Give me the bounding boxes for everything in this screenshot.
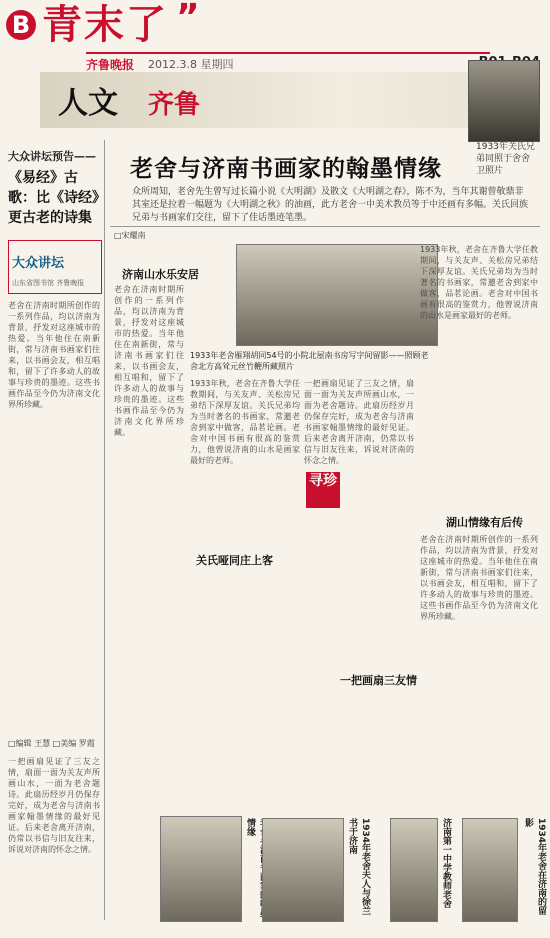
bottom-caption-3: 济南第一中学教师老舍 [441, 818, 451, 908]
masthead-rule [86, 52, 490, 54]
section-name-suffix: 齐鲁 [148, 90, 201, 120]
article-intro: 众所周知，老舍先生曾写过长篇小说《大明湖》及散文《大明湖之春》，陈不为，当年其谢曾敬鼎非其室还是拉着一幅题为《大明湖之秋》的油画，此方老舍一中美术教员等于中还画有多幅。关氏回族兄弟与书画家们交往，留下了佳话墨迹笔墨。 [132, 187, 529, 223]
paper-name: 齐鲁晚报 [86, 58, 135, 72]
article-headline: 老舍与济南书画家的翰墨情缘 [130, 156, 442, 182]
issue-date: 2012.3.8 星期四 [148, 58, 234, 71]
body-column-5: 老舍在济南时期所创作的一系列作品，均以济南为背景，抒发对这座城市的热爱。当年他住在南新街，常与济南书画家们往来，以书画会友，相互唱和，留下了许多动人的故事与珍贵的墨迹。这些书画作品至今仍为济南文化界所珍藏。 [420, 535, 538, 621]
masthead-quote: ” [176, 0, 200, 38]
forum-logo-text: 大众讲坛 [12, 256, 65, 271]
laoshe-study-photo [236, 244, 438, 346]
body-column-1: 老舍在济南时期所创作的一系列作品，均以济南为背景，抒发对这座城市的热爱。当年他住在南新街，常与济南书画家们往来，以书画会友，相互唱和，留下了许多动人的故事与珍贵的墨迹。这些书画作品至今仍为济南文化界所珍藏。 [114, 285, 184, 437]
left-notice: 一把画扇见证了三友之情，扇面一面为关友声所画山水，一面为老舍题诗。此扇历经岁月仍保存完好，成为老舍与济南书画家翰墨情缘的最好见证。后来老舍离开济南，仍常以书信与旧友往来，诉说对济南的怀念之情。 [8, 757, 100, 854]
body-column-3: 一把画扇见证了三友之情，扇面一面为关友声所画山水，一面为老舍题诗。此扇历经岁月仍保存完好，成为老舍与济南书画家翰墨情缘的最好见证。后来老舍离开济南，仍常以书信与旧友往来，诉说对济南的怀念之情。 [304, 379, 414, 465]
column-divider [104, 140, 105, 920]
forum-body: 老舍在济南时期所创作的一系列作品，均以济南为背景，抒发对这座城市的热爱。当年他住在南新街，常与济南书画家们往来，以书画会友，相互唱和，留下了许多动人的故事与珍贵的墨迹。这些书画作品至今仍为济南文化界所珍藏。 [8, 301, 100, 409]
portrait-photo [468, 60, 540, 142]
body-column-2: 1933年秋，老舍在齐鲁大学任教期间，与关友声、关松房兄弟结下深厚友谊。关氏兄弟均为当时著名的书画家，常邀老舍到家中做客，品茗论画。老舍对中国书画有很高的鉴赏力，他曾说济南的山水是画家最好的老师。 [190, 379, 300, 465]
portrait-caption: 1933年关氏兄弟同照于舍舍卫照片 [476, 142, 535, 176]
editor-credit: □编辑 王慧 □美编 罗霞 [8, 739, 95, 748]
photo-caption: 1933年老舍雁翔胡同54号的小院北屋南书房写字间留影——照顾老舍北方高耸元丝竹鞭所藏照片 [190, 351, 429, 371]
brand-logo-icon: B [6, 10, 36, 40]
masthead-title: 青末了 [42, 2, 168, 48]
section-name: 人文 [58, 86, 118, 121]
bottom-caption-1: 情缘 [245, 818, 255, 836]
bottom-caption-2: 1934年老舍夫人与徐兰书于济南 [347, 818, 370, 916]
bottom-photo-1 [160, 816, 242, 922]
subhead-2: 关氏哑同庄上客 [196, 554, 273, 567]
subhead-4: 湖山情缘有后传 [446, 516, 523, 529]
body-column-4: 1933年秋，老舍在齐鲁大学任教期间，与关友声、关松房兄弟结下深厚友谊。关氏兄弟均为当时著名的书画家，常邀老舍到家中做客，品茗论画。老舍对中国书画有很高的鉴赏力，他曾说济南的山水是画家最好的老师。 [420, 245, 538, 320]
subhead-1: 济南山水乐安居 [122, 268, 199, 281]
article-byline: □宋耀南 [114, 231, 146, 240]
forum-sponsors: 山东省图书馆 齐鲁晚报 [12, 279, 85, 287]
bottom-photo-3 [390, 818, 438, 922]
bottom-photo-2 [262, 818, 344, 922]
subhead-3: 一把画扇三友情 [340, 674, 417, 687]
section-divider [110, 226, 540, 227]
bottom-photo-4 [462, 818, 518, 922]
seal-stamp: 寻珍 [306, 472, 340, 508]
forum-title: 《易经》古歌：比《诗经》更古老的诗集 [8, 170, 99, 226]
bottom-caption-4: 1934年老舍在济南的留影 [523, 818, 546, 916]
forum-preview-label: 大众讲坛预告—— [8, 150, 96, 163]
